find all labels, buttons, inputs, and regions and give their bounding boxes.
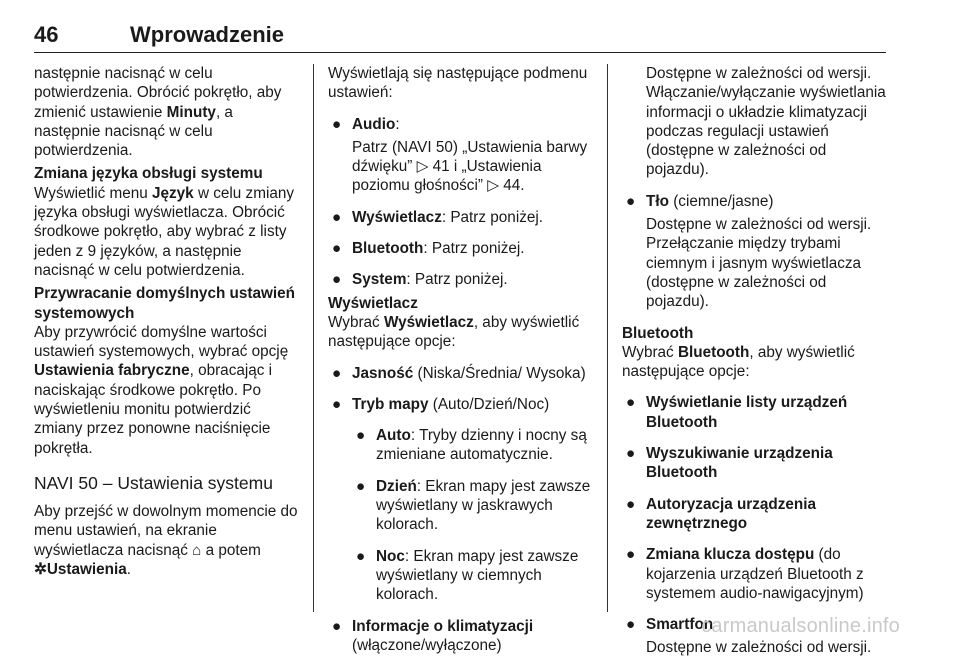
paragraph-navi50: Aby przejść w dowolnym momencie do menu ustawień, na ekranie wyświetlacza nacisnąć ⌂ a potem ✲Ustawienia. <box>34 502 298 578</box>
column-2 <box>328 64 596 659</box>
column-divider-2 <box>607 64 608 612</box>
bullet-icon: ● <box>332 115 342 133</box>
column-1 <box>34 64 302 583</box>
bullet-icon: ● <box>626 616 636 634</box>
list-item-passkey: ● Zmiana klucza dostępu (do kojarzenia urządzeń Bluetooth z systemem audio-nawigacyjnym) <box>626 546 864 602</box>
list-item-display: ● Wyświetlacz: Patrz poniżej. <box>332 208 544 226</box>
list-item-audio: ● Audio: <box>332 115 400 133</box>
list-item-authorization: ● Autoryzacja urządzenia zewnętrznego <box>626 495 817 532</box>
bullet-icon: ● <box>356 547 366 565</box>
list-item-system: ● System: Patrz poniżej. <box>332 271 508 289</box>
watermark: carmanualsonline.info <box>701 615 900 637</box>
bullet-icon: ● <box>356 477 366 495</box>
list-item-day: ● Dzień: Ekran mapy jest zawsze wyświetlany w jaskrawych kolorach. <box>356 477 591 534</box>
page-header <box>34 20 886 53</box>
paragraph-bluetooth-intro: Wybrać Bluetooth, aby wyświetlić następujące opcje: <box>622 343 855 381</box>
list-item-bluetooth: ● Bluetooth: Patrz poniżej. <box>332 240 525 258</box>
paragraph-submenus: Wyświetlają się następujące podmenu ustawień: <box>328 65 588 102</box>
ref-arrow-icon: ▷ <box>487 177 499 195</box>
climate-info-description: Dostępne w zależności od wersji. Włączanie/wyłączanie wyświetlania informacji o układzie klimatyzacji podczas regulacji ustawień (dostępne w zależności od pojazdu). <box>646 65 886 179</box>
background-description: Dostępne w zależności od wersji. Przełączanie między trybami ciemnym i jasnym wyświetlacza (dostępne w zależności od pojazdu). <box>646 216 872 311</box>
column-divider-1 <box>313 64 314 612</box>
bullet-icon: ● <box>626 394 636 412</box>
section-heading-navi50: NAVI 50 – Ustawienia systemu <box>34 472 273 493</box>
heading-language: Zmiana języka obsługi systemu <box>34 165 263 183</box>
paragraph-display-intro: Wybrać Wyświetlacz, aby wyświetlić następujące opcje: <box>328 313 580 351</box>
bullet-icon: ● <box>626 546 636 564</box>
bullet-icon: ● <box>332 617 342 635</box>
paragraph-language: Wyświetlić menu Język w celu zmiany języka obsługi wyświetlacza. Obrócić środkowe pokrętło, aby wybrać z listy jeden z 9 języków, a następnie nacisnąć w celu potwierdzenia. <box>34 184 295 279</box>
list-item-auto: ● Auto: Tryby dzienny i nocny są zmieniane automatycznie. <box>356 427 587 464</box>
page-number: 46 <box>34 22 59 47</box>
paragraph-minutes: następnie nacisnąć w celu potwierdzenia. Obrócić pokrętło, aby zmienić ustawienie Minuty, a następnie nacisnąć w celu potwierdzenia. <box>34 65 282 160</box>
list-item-brightness: ● Jasność (Niska/Średnia/ Wysoka) <box>332 364 586 382</box>
smartphone-description: Dostępne w zależności od wersji. <box>646 639 872 657</box>
bullet-icon: ● <box>626 495 636 513</box>
bullet-icon: ● <box>626 192 636 210</box>
list-item-background: ● Tło (ciemne/jasne) <box>626 192 774 210</box>
list-item-climate-info: ● Informacje o klimatyzacji (włączone/wyłączone) <box>332 617 534 654</box>
audio-description: Patrz (NAVI 50) „Ustawienia barwy dźwięku” ▷ 41 i „Ustawienia poziomu głośności” ▷ 44. <box>352 138 588 195</box>
bullet-icon: ● <box>332 395 342 413</box>
list-item-device-list: ● Wyświetlanie listy urządzeń Bluetooth <box>626 394 848 431</box>
ref-arrow-icon: ▷ <box>416 158 429 176</box>
list-item-smartphone: ● Smartfon <box>626 616 714 634</box>
page-title: Wprowadzenie <box>130 22 285 47</box>
list-item-map-mode: ● Tryb mapy (Auto/Dzień/Noc) <box>332 395 550 413</box>
bullet-icon: ● <box>332 364 342 382</box>
gear-icon: ✲ <box>34 560 47 578</box>
paragraph-defaults: Aby przywrócić domyślne wartości ustawień systemowych, wybrać opcję Ustawienia fabryczne, obracając i naciskając środkowe pokrętło. Po wyświetleniu monitu potwierdzić zmiany przez ponowne naciśnięcie pokrętła. <box>34 323 289 457</box>
column-3 <box>622 64 890 662</box>
list-item-device-search: ● Wyszukiwanie urządzenia Bluetooth <box>626 445 833 482</box>
bullet-icon: ● <box>626 445 636 463</box>
heading-bluetooth: Bluetooth <box>622 324 694 342</box>
bullet-icon: ● <box>332 240 342 258</box>
home-icon: ⌂ <box>192 541 202 559</box>
list-item-night: ● Noc: Ekran mapy jest zawsze wyświetlany w ciemnych kolorach. <box>356 547 579 604</box>
bullet-icon: ● <box>356 427 366 445</box>
bullet-icon: ● <box>332 271 342 289</box>
bullet-icon: ● <box>332 208 342 226</box>
heading-display: Wyświetlacz <box>328 294 418 312</box>
heading-defaults: Przywracanie domyślnych ustawień systemowych <box>34 285 295 322</box>
